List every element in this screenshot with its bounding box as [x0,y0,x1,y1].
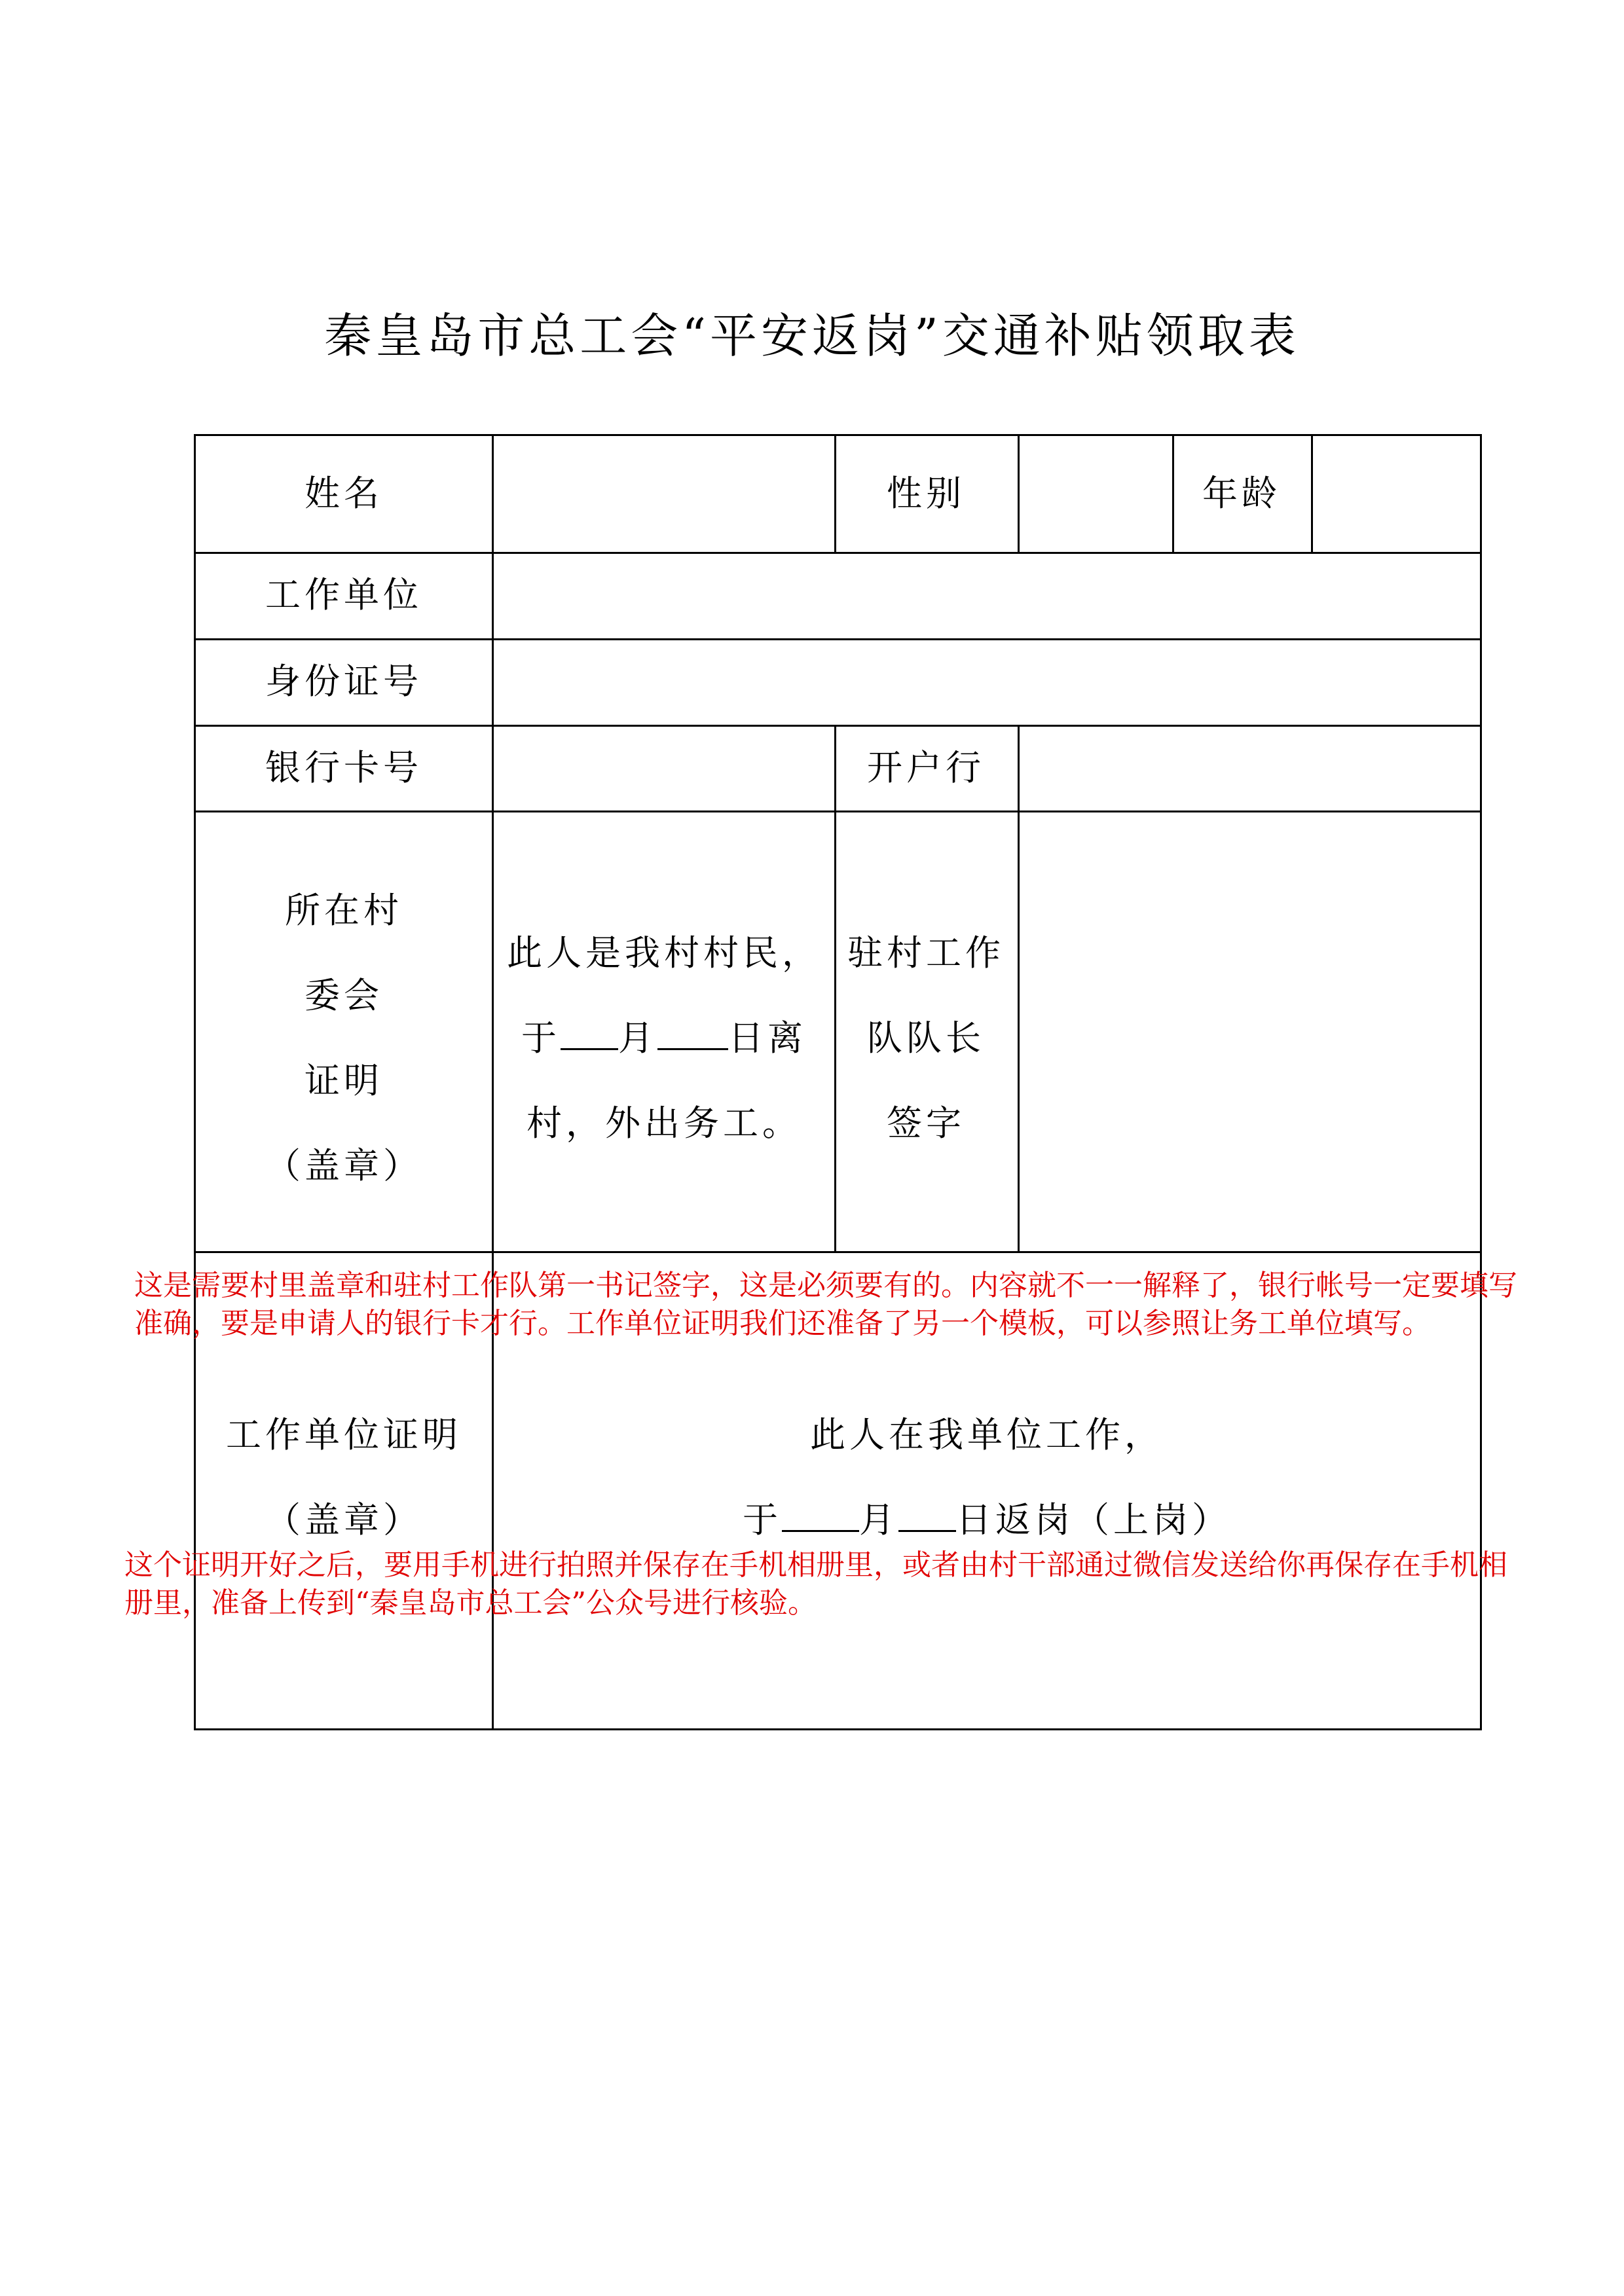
day-blank[interactable] [657,1018,728,1050]
village-statement [494,911,834,1166]
day-blank[interactable] [898,1500,956,1532]
col-divider [1018,436,1020,552]
village-cert-line: 委会 [304,975,383,1016]
row-divider [196,1251,1480,1253]
row-divider [196,638,1480,640]
statement-line: 此人在我单位工作， [810,1414,1164,1455]
village-cert-line: 所在村 [285,890,403,931]
team-leader-line: 驻村工作 [847,932,1005,974]
row-divider [196,811,1480,812]
statement-line: 村，外出务工。 [526,1102,802,1144]
village-certification-label [196,868,492,1209]
village-cert-line: 证明 [304,1060,383,1101]
subsidy-form-table [194,434,1482,1730]
month-blank[interactable] [561,1018,618,1050]
work-unit-statement [494,1393,1480,1563]
team-leader-line: 签字 [887,1102,965,1144]
gender-label: 性别 [887,473,965,514]
id-number-label: 身份证号 [265,661,422,702]
seal-note: （盖章） [265,1145,422,1186]
statement-line: 此人是我村村民， [507,932,821,974]
form-title: 秦皇岛市总工会“平安返岗”交通补贴领取表 [324,308,1300,363]
seal-note: （盖章） [265,1499,422,1540]
work-cert-line: 工作单位证明 [226,1414,462,1455]
day-return-text: 日返岗（上岗） [956,1499,1231,1540]
row-divider [196,725,1480,727]
yu-text: 于 [743,1499,782,1540]
col-divider [1311,436,1313,552]
work-unit-label: 工作单位 [265,574,422,615]
yu-text: 于 [521,1017,561,1059]
age-label: 年龄 [1202,473,1281,514]
name-label: 姓名 [304,473,383,514]
team-leader-signature-label [834,911,1018,1166]
leave-date-line [494,996,834,1081]
month-blank[interactable] [782,1500,859,1532]
bank-branch-label: 开户行 [867,747,985,788]
bank-card-label: 银行卡号 [265,747,422,788]
day-leave-text: 日离 [728,1017,807,1059]
col-divider [1018,725,1020,1251]
annotation-note-2: 这个证明开好之后，要用手机进行拍照并保存在手机相册里，或者由村干部通过微信发送给你再保存在手机相册里，准备上传到“秦皇岛市总工会”公众号进行核验。 [124,1548,1507,1620]
row-divider [196,552,1480,554]
team-leader-line: 队队长 [867,1017,985,1059]
work-unit-certification-label [196,1393,492,1563]
annotation-note-1: 这是需要村里盖章和驻村工作队第一书记签字，这是必须要有的。内容就不一一解释了，银行帐号一定要填写准确，要是申请人的银行卡才行。工作单位证明我们还准备了另一个模板，可以参照让务工单位填写。 [134,1269,1517,1340]
month-text: 月 [859,1499,898,1540]
month-text: 月 [618,1017,657,1059]
